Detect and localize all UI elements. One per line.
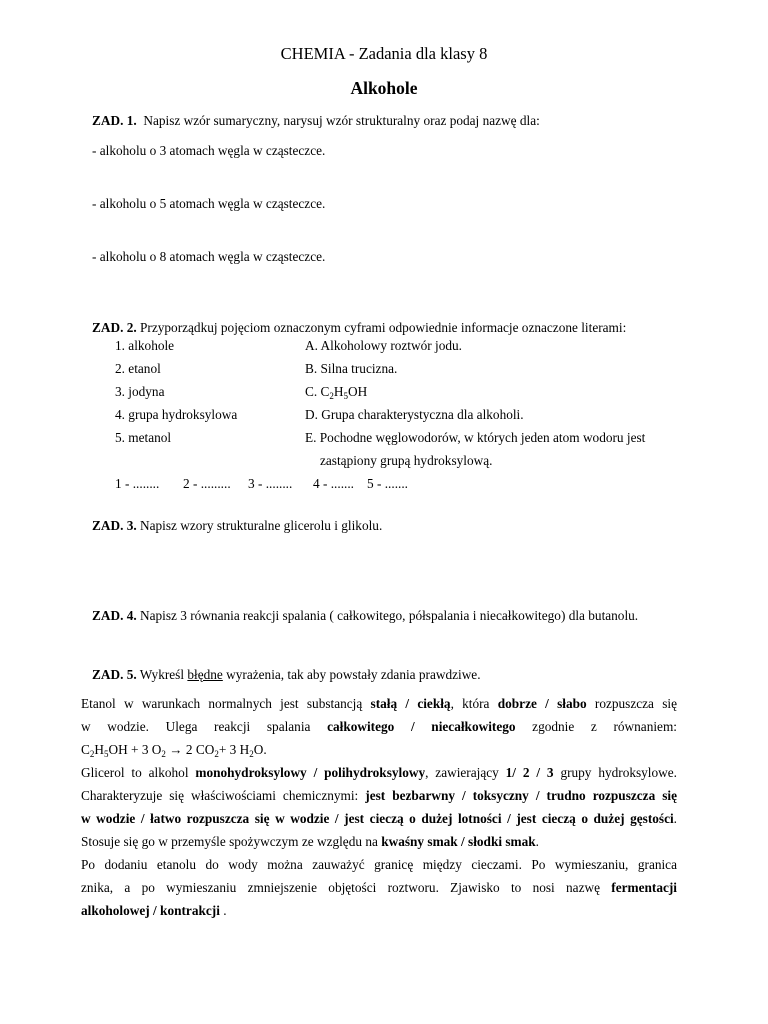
zad2-label: ZAD. 2. [92, 320, 137, 335]
zad3-text: Napisz wzory strukturalne glicerolu i glikolu. [140, 518, 383, 533]
page-title: CHEMIA - Zadania dla klasy 8 [280, 44, 488, 63]
zad5-p4-line2: znika, a po wymieszaniu zmniejszenie objętości roztworu. Zjawisko to nosi nazwę fermentacji [81, 880, 677, 895]
zad4-heading [92, 608, 638, 624]
zad5-underlined: błędne [187, 667, 223, 682]
zad5-p2: Glicerol to alkohol monohydroksylowy / polihydroksylowy, zawierający 1/ 2 / 3 grupy hydroksylowe. [81, 765, 677, 780]
zad2-right-item: B. Silna trucizna. [305, 361, 398, 376]
zad1-label: ZAD. 1. [92, 113, 137, 128]
zad2-right-item-formula: C. $C_2H_5OH$ [305, 384, 368, 401]
zad2-left-item: 1. alkohole [115, 338, 175, 353]
zad1-item: - alkoholu o 5 atomach węgla w cząsteczce. [92, 196, 326, 211]
zad5-p4-line3: alkoholowej / kontrakcji . [81, 903, 227, 918]
zad2-answer: 5 - ....... [367, 476, 408, 491]
zad5-p1-line1: Etanol w warunkach normalnych jest substancją stałą / ciekłą, która dobrze / słabo rozpuszcza się [81, 696, 677, 711]
page-subtitle: Alkohole [350, 78, 418, 98]
zad2-right-item-cont: zastąpiony grupą hydroksylową. [320, 453, 493, 468]
zad5-p4-line1: Po dodaniu etanolu do wody można zauważyć granicę między cieczami. Po wymieszaniu, granica [81, 857, 677, 872]
zad2-right-item: E. Pochodne węglowodorów, w których jeden atom wodoru jest [305, 430, 646, 445]
zad2-left-item: 2. etanol [115, 361, 161, 376]
zad2-left-item: 3. jodyna [115, 384, 165, 399]
zad5-heading: ZAD. 5. Wykreśl błędne wyrażenia, tak aby powstały zdania prawdziwe. [92, 667, 481, 682]
zad2-left-item: 4. grupa hydroksylowa [115, 407, 238, 422]
zad1-heading [92, 113, 540, 129]
zad2-answer: 4 - ....... [313, 476, 354, 491]
zad1-item: - alkoholu o 8 atomach węgla w cząsteczce. [92, 249, 326, 264]
zad4-label: ZAD. 4. [92, 608, 137, 623]
zad2-right-item: A. Alkoholowy roztwór jodu. [305, 338, 462, 353]
zad5-equation: $C_2H_5OH + 3$ $O_2 \to 2$ $CO_2+ 3$ $H_2O$. [81, 742, 267, 759]
zad2-heading [92, 320, 626, 336]
zad1-text: Napisz wzór sumaryczny, narysuj wzór strukturalny oraz podaj nazwę dla: [143, 113, 540, 128]
zad4-text: Napisz 3 równania reakcji spalania ( całkowitego, półspalania i niecałkowitego) dla butanolu. [140, 608, 639, 623]
zad2-answer: 3 - ........ [248, 476, 293, 491]
zad3-heading [92, 518, 382, 534]
zad5-p1-line2: w wodzie. Ulega reakcji spalania całkowitego / niecałkowitego zgodnie z równaniem: [81, 719, 677, 734]
zad2-answer: 1 - ........ [115, 476, 160, 491]
zad5-label: ZAD. 5. [92, 667, 137, 682]
zad5-p3-line3: Stosuje się go w przemyśle spożywczym ze względu na kwaśny smak / słodki smak. [81, 834, 539, 849]
zad5-p3-line1: Charakteryzuje się właściwościami chemicznymi: jest bezbarwny / toksyczny / trudno rozpuszcza się [81, 788, 677, 803]
zad2-text: Przyporządkuj pojęciom oznaczonym cyframi odpowiednie informacje oznaczone literami: [140, 320, 627, 335]
zad2-left-item: 5. metanol [115, 430, 172, 445]
zad2-answer: 2 - ......... [183, 476, 231, 491]
zad1-item: - alkoholu o 3 atomach węgla w cząsteczce. [92, 143, 326, 158]
zad2-right-item: D. Grupa charakterystyczna dla alkoholi. [305, 407, 524, 422]
zad5-p3-line2: w wodzie / łatwo rozpuszcza się w wodzie / jest cieczą o dużej lotności / jest cieczą o dużej gęstości. [81, 811, 677, 826]
zad5-paragraph [81, 692, 677, 922]
zad3-label: ZAD. 3. [92, 518, 137, 533]
